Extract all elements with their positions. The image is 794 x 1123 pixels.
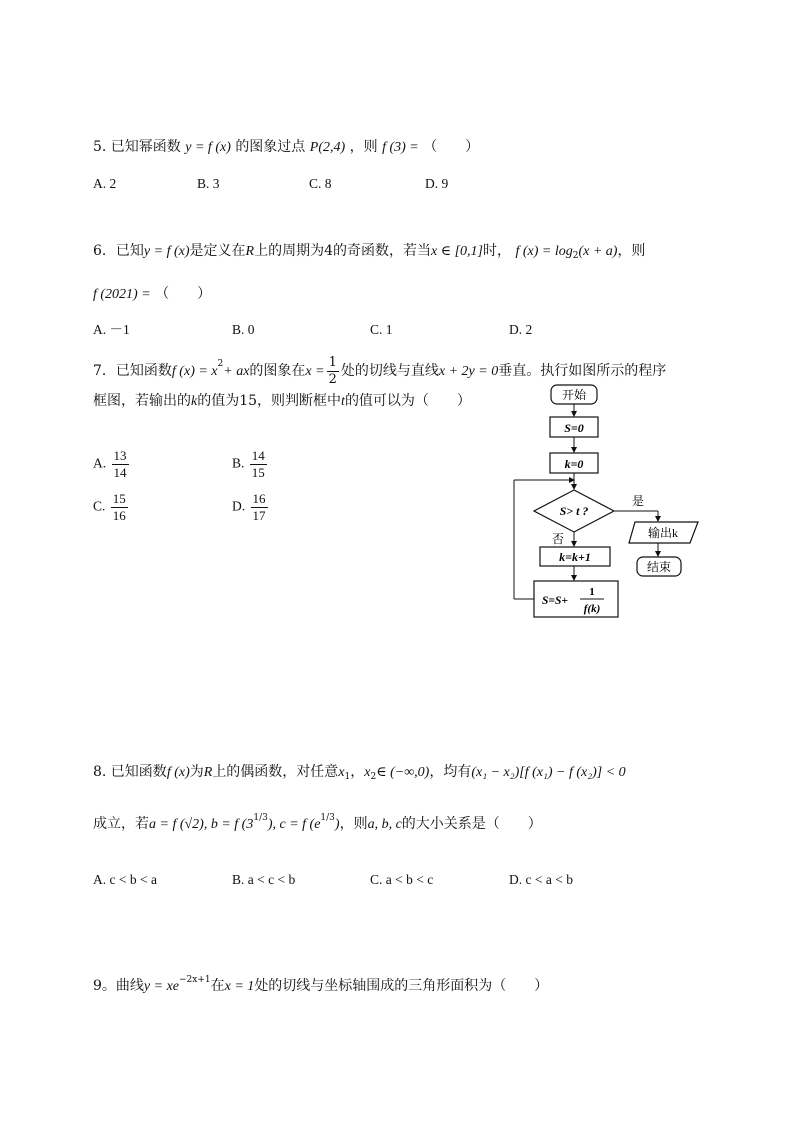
q8-comma: ， xyxy=(350,764,365,780)
q7-option-b-frac xyxy=(250,448,267,481)
q6-mid2: 上的周期为 xyxy=(254,243,325,259)
q8-l2b: ，则 xyxy=(339,816,368,832)
q5-option-c: C. 8 xyxy=(309,176,332,191)
flow-decision-label: S> t ? xyxy=(559,504,589,518)
q5-option-d: D. 9 xyxy=(425,176,449,191)
q6-option-d: D. 2 xyxy=(509,322,533,337)
q5-option-a: A. 2 xyxy=(93,176,117,191)
q8-x1-sub: 1 xyxy=(344,772,351,782)
q5-mid: 的图象过点 xyxy=(235,139,306,155)
flow-supdate-den: f(k) xyxy=(583,603,601,615)
q6-bracket: （ ） xyxy=(155,286,212,302)
q6-mid3: 的奇函数，若当 xyxy=(333,243,431,259)
q5-option-b: B. 3 xyxy=(197,176,220,191)
q7-option-d-den: 17 xyxy=(252,508,266,523)
flow-k0-label: k=0 xyxy=(564,457,584,471)
q6-prefix: 6．已知 xyxy=(93,243,144,259)
q7-l2d: 的值可以为（ ） xyxy=(344,393,471,409)
q7-option-a-label: A. xyxy=(93,455,107,471)
q7-stem-line2 xyxy=(93,391,471,412)
q8-abc: a, b, c xyxy=(367,817,402,832)
q6-mid: 是定义在 xyxy=(189,243,246,259)
q7-half-den: 2 xyxy=(328,371,337,387)
q7-option-c-label: C. xyxy=(93,498,106,514)
flow-end-label: 结束 xyxy=(646,560,672,574)
q7-option-b-den: 15 xyxy=(251,465,265,480)
q8-l2c: 的大小关系是（ ） xyxy=(401,816,542,832)
q9-stem xyxy=(93,970,548,997)
flow-yes-label: 是 xyxy=(632,494,645,508)
q7-option-d xyxy=(232,491,270,524)
q5-point: P(2,4) xyxy=(309,140,346,155)
q7-option-d-num: 16 xyxy=(252,491,266,506)
q5-stem xyxy=(93,137,479,158)
q8-x2: x xyxy=(364,765,371,780)
q8-stem xyxy=(93,762,626,787)
q5-tail: ，则 xyxy=(349,139,378,155)
flow-supdate-prefix: S=S+ xyxy=(542,595,568,607)
q8-R: R xyxy=(203,765,213,780)
q8-option-d: D. c < a < b xyxy=(509,872,573,887)
q7-func-tail: + ax xyxy=(223,364,250,379)
flow-output-label: 输出k xyxy=(647,526,679,540)
q6-stem xyxy=(93,241,645,266)
q6-option-a: A. －1 xyxy=(93,322,130,337)
q7-option-c xyxy=(93,491,130,524)
q7-option-a xyxy=(93,448,131,481)
q7-k: k xyxy=(191,394,198,409)
q7-option-c-den: 16 xyxy=(112,508,126,523)
q8-option-b: B. a < c < b xyxy=(232,872,296,887)
q7-option-d-label: D. xyxy=(232,498,246,514)
q5-function: y = f (x) xyxy=(185,140,231,155)
q7-l2c: ，则判断框中 xyxy=(257,393,342,409)
q8-mid: 为 xyxy=(189,764,204,780)
flow-kinc-label: k=k+1 xyxy=(559,550,591,564)
q7-xeq: x = xyxy=(305,364,325,379)
q8-a-def: a = f (√2), b = f (3 xyxy=(149,817,254,832)
q6-condition: x ∈ [0,1] xyxy=(431,244,483,259)
q7-option-b-num: 14 xyxy=(251,448,265,463)
q8-prefix: 8. 已知函数 xyxy=(93,764,167,780)
q7-option-a-num: 13 xyxy=(113,448,127,463)
q7-prefix: 7．已知函数 xyxy=(93,363,172,379)
q8-x1: x xyxy=(338,765,345,780)
q7-option-b xyxy=(232,448,269,481)
q9-prefix: 9。曲线 xyxy=(93,978,144,994)
q6-R: R xyxy=(245,244,255,259)
q8-option-c: C. a < b < c xyxy=(370,872,434,887)
q7-l2a: 框图，若输出的 xyxy=(93,393,191,409)
q7-half xyxy=(327,355,339,388)
q8-mid3: ，均有 xyxy=(429,764,472,780)
q7-l2b: 的值为 xyxy=(197,393,240,409)
q7-mid3: 垂直。执行如图所示的程序 xyxy=(498,363,667,379)
q8-option-a: A. c < b < a xyxy=(93,872,157,887)
q6-log-arg: (x + a) xyxy=(578,244,618,259)
q7-option-d-frac xyxy=(251,491,268,524)
q8-c-def: ), c = f (e xyxy=(267,817,321,832)
q9-tail: 处的切线与坐标轴围成的三角形面积为（ ） xyxy=(254,978,549,994)
q7-half-num: 1 xyxy=(328,354,337,370)
q7-option-a-frac xyxy=(112,448,129,481)
q8-mid2: 上的偶函数，对任意 xyxy=(212,764,339,780)
q8-x2-sub: 2 xyxy=(370,772,377,782)
q5-bracket: （ ） xyxy=(423,139,480,155)
q7-option-c-frac xyxy=(111,491,128,524)
flow-supdate-num: 1 xyxy=(589,586,595,598)
q6-ask: f (2021) = xyxy=(93,287,151,302)
q7-flowchart xyxy=(508,383,708,623)
q6-option-c: C. 1 xyxy=(370,322,393,337)
q8-exp-c: 1/3 xyxy=(320,813,335,823)
q5-ask: f (3) = xyxy=(382,140,419,155)
q7-func: f (x) = x xyxy=(171,364,218,379)
q6-mid4: 时， xyxy=(482,243,511,259)
q6-option-b: B. 0 xyxy=(232,322,255,337)
flow-start-label: 开始 xyxy=(561,388,587,402)
q8-c-end: ) xyxy=(334,817,340,832)
q6-function: y = f (x) xyxy=(143,244,190,259)
q7-option-c-num: 15 xyxy=(112,491,126,506)
q9-curve: y = xe xyxy=(143,979,180,994)
q7-mid2: 处的切线与直线 xyxy=(340,363,439,379)
q6-func: f (x) = log xyxy=(515,244,573,259)
q7-t: t xyxy=(341,394,345,409)
q8-stem-line2 xyxy=(93,808,542,835)
q8-fx: f (x) xyxy=(166,765,190,780)
q7-option-b-label: B. xyxy=(232,455,245,471)
q5-prefix: 5. 已知幂函数 xyxy=(93,139,181,155)
q7-fifteen: 15 xyxy=(239,393,258,409)
q6-stem-line2 xyxy=(93,284,211,305)
q8-l2a: 成立，若 xyxy=(93,816,149,832)
q9-x1: x = 1 xyxy=(224,979,255,994)
q7-option-a-den: 14 xyxy=(113,465,127,480)
q8-interval: ∈ (−∞,0) xyxy=(376,765,430,780)
q8-exp-b: 1/3 xyxy=(253,813,268,823)
q7-mid: 的图象在 xyxy=(249,363,306,379)
q6-period: 4 xyxy=(324,243,333,259)
q6-log-base: 2 xyxy=(572,251,579,261)
q9-exp: −2x+1 xyxy=(179,975,211,985)
q8-inequality: (x₁ − x₂)[f (x₁) − f (x₂)] < 0 xyxy=(471,765,626,780)
flow-s0-label: S=0 xyxy=(564,421,584,435)
q9-mid: 在 xyxy=(210,978,225,994)
q6-tail: ，则 xyxy=(617,243,646,259)
q7-line-eq: x + 2y = 0 xyxy=(438,364,499,379)
q7-square: 2 xyxy=(217,359,224,369)
flow-no-label: 否 xyxy=(552,532,565,546)
